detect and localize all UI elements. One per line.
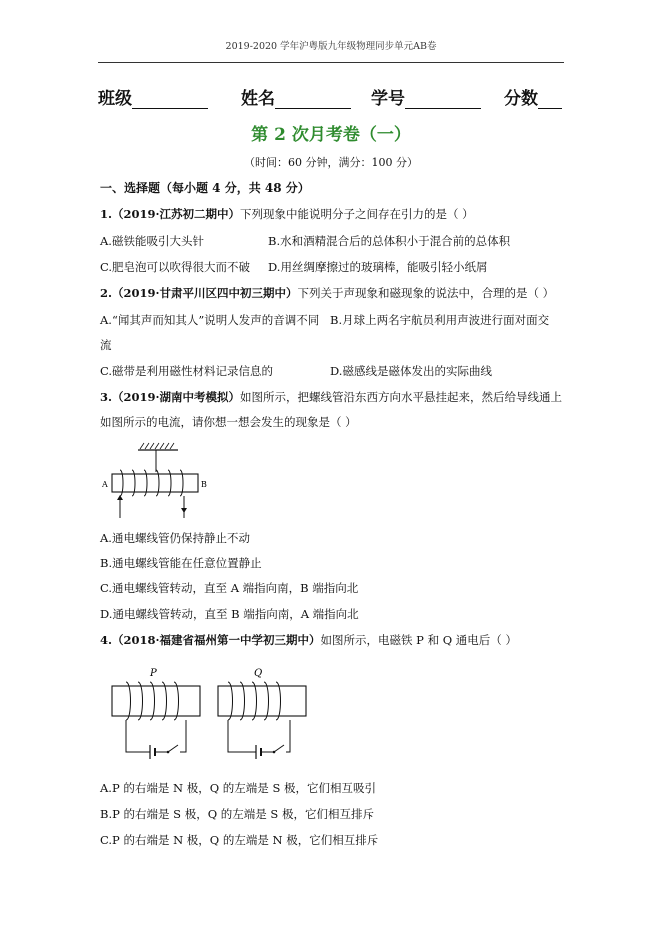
- exam-subtitle: （时间：60 分钟，满分：100 分）: [244, 156, 418, 169]
- number-blank: [405, 90, 481, 109]
- question-3-text: 如图所示，把螺线管沿东西方向水平悬挂起来，然后给导线通上: [240, 390, 563, 404]
- class-field: [98, 84, 208, 109]
- class-blank: [132, 90, 208, 109]
- header-rule: [98, 62, 564, 63]
- question-1-option-b: B.水和酒精混合后的总体积小于混合前的总体积: [268, 234, 511, 248]
- question-1-source: 1.（2019·江苏初二期中）: [100, 207, 241, 221]
- question-2-source: 2.（2019·甘肃平川区四中初三期中）: [100, 286, 298, 300]
- question-2-stem: [100, 285, 554, 301]
- figure-label-b: B: [201, 480, 207, 489]
- number-field: [371, 84, 481, 109]
- question-4-option-a: A.P 的右端是 N 极，Q 的左端是 S 极，它们相互吸引: [100, 781, 376, 795]
- question-3-option-d: D.通电螺线管转动，直至 B 端指向南，A 端指向北: [100, 607, 359, 621]
- number-label: 学号: [371, 89, 405, 109]
- question-3-stem: [100, 389, 562, 405]
- question-1-text: 下列现象中能说明分子之间存在引力的是（ ）: [240, 207, 474, 221]
- section-title: 一、选择题（每小题 4 分，共 48 分）: [100, 181, 310, 195]
- question-2-option-b-continued: 流: [100, 338, 112, 352]
- question-4-option-c: C.P 的右端是 N 极，Q 的左端是 N 极，它们相互排斥: [100, 833, 379, 847]
- exam-title: 第 2 次月考卷（一）: [251, 125, 411, 145]
- question-2-option-c: C.磁带是利用磁性材料记录信息的: [100, 364, 274, 378]
- question-1-option-c: C.肥皂泡可以吹得很大而不破: [100, 260, 251, 274]
- figure-label-q: Q: [254, 668, 263, 679]
- name-label: 姓名: [241, 89, 275, 109]
- question-2-option-d: D.磁感线是磁体发出的实际曲线: [330, 364, 492, 378]
- question-2-option-a: A.“闻其声而知其人”说明人发声的音调不同: [100, 313, 320, 327]
- question-3-option-c: C.通电螺线管转动，直至 A 端指向南，B 端指向北: [100, 581, 359, 595]
- question-3-option-b: B.通电螺线管能在任意位置静止: [100, 556, 262, 570]
- name-field: [241, 84, 351, 109]
- question-1-option-d: D.用丝绸摩擦过的玻璃棒，能吸引轻小纸屑: [268, 260, 488, 274]
- score-blank: [538, 90, 562, 109]
- name-blank: [275, 90, 351, 109]
- figure-label-a: A: [102, 480, 108, 489]
- question-3-option-a: A.通电螺线管仍保持静止不动: [100, 531, 250, 545]
- question-2-text: 下列关于声现象和磁现象的说法中，合理的是（ ）: [297, 286, 555, 300]
- question-4-text: 如图所示，电磁铁 P 和 Q 通电后（ ）: [320, 633, 517, 647]
- question-4-stem: [100, 632, 517, 648]
- question-4-option-b: B.P 的右端是 S 极，Q 的左端是 S 极，它们相互排斥: [100, 807, 374, 821]
- score-label: 分数: [504, 89, 538, 109]
- score-field: [504, 84, 562, 109]
- question-3-source: 3.（2019·湖南中考模拟）: [100, 390, 241, 404]
- question-4-source: 4.（2018·福建省福州第一中学初三期中）: [100, 633, 321, 647]
- class-label: 班级: [98, 89, 132, 109]
- question-3-stem-line-2: 如图所示的电流，请你想一想会发生的现象是（ ）: [100, 415, 357, 429]
- student-info-row: [98, 84, 564, 112]
- question-1-option-a: A.磁铁能吸引大头针: [100, 234, 204, 248]
- page-header: 2019-2020 学年沪粤版九年级物理同步单元AB卷: [225, 41, 437, 52]
- solenoid-figure: [100, 440, 220, 522]
- figure-label-p: P: [150, 668, 157, 679]
- question-2-option-b: B.月球上两名宇航员利用声波进行面对面交: [330, 313, 550, 327]
- electromagnet-figure: [100, 662, 320, 768]
- question-1-stem: [100, 206, 474, 222]
